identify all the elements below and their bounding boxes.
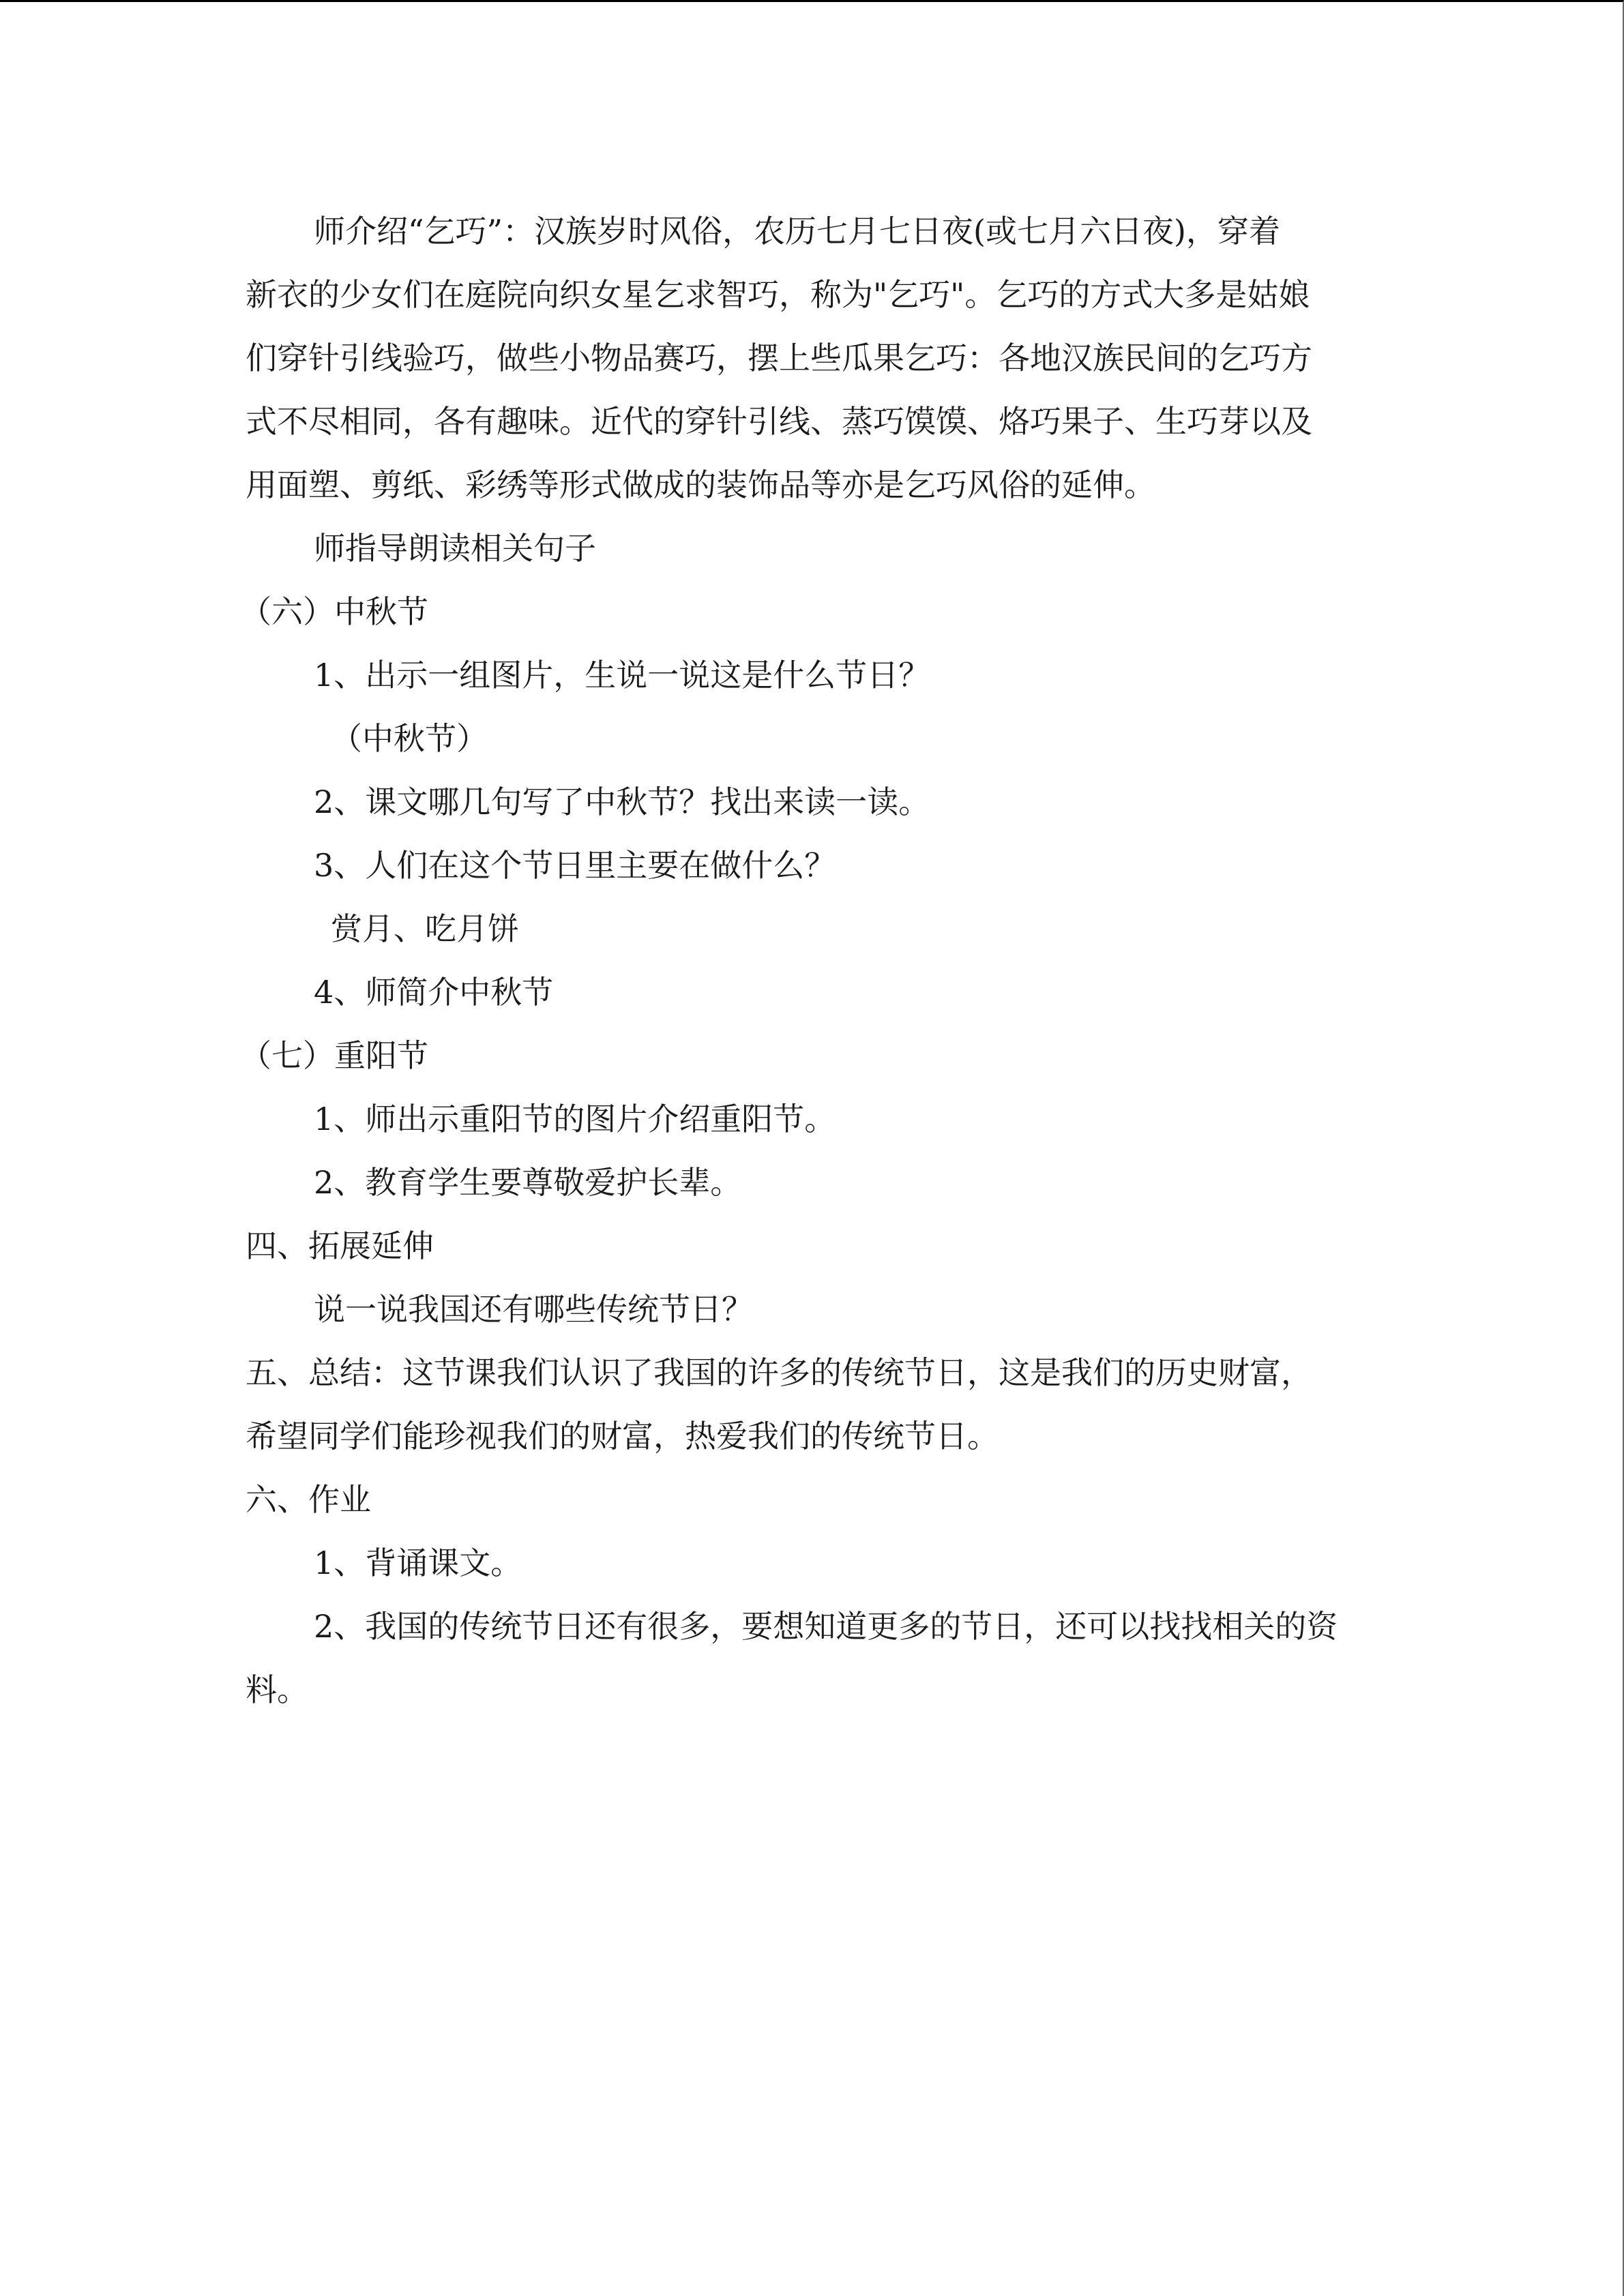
- section-heading-extension: 四、拓展延伸: [246, 1227, 434, 1264]
- section-heading-homework: 六、作业: [246, 1481, 371, 1518]
- paragraph-qiqiao-line-5: 用面塑、剪纸、彩绣等形式做成的装饰品等亦是乞巧风俗的延伸。: [246, 466, 1155, 503]
- answer-text: 赏月、吃月饼: [331, 910, 519, 947]
- paragraph-qiqiao-line-2: 新衣的少女们在庭院向织女星乞求智巧，称为"乞巧"。乞巧的方式大多是姑娘: [246, 276, 1310, 313]
- list-item: 1、背诵课文。: [314, 1545, 522, 1581]
- summary-line-2: 希望同学们能珍视我们的财富，热爱我们的传统节日。: [246, 1418, 999, 1455]
- summary-line-1: 五、总结：这节课我们认识了我国的许多的传统节日，这是我们的历史财富，: [246, 1354, 1312, 1391]
- list-item: 2、课文哪几句写了中秋节？找出来读一读。: [314, 784, 930, 820]
- section-heading-double-ninth: （七）重阳节: [240, 1037, 428, 1074]
- reading-guide-line: 师指导朗读相关句子: [314, 530, 596, 567]
- list-item: 4、师简介中秋节: [314, 974, 554, 1011]
- extension-question: 说一说我国还有哪些传统节日？: [314, 1291, 753, 1328]
- list-item: 1、出示一组图片，生说一说这是什么节日？: [314, 657, 930, 694]
- answer-text: （中秋节）: [331, 720, 488, 757]
- list-item: 3、人们在这个节日里主要在做什么？: [314, 847, 836, 884]
- list-item: 1、师出示重阳节的图片介绍重阳节。: [314, 1101, 836, 1137]
- list-item-continuation: 料。: [246, 1671, 308, 1708]
- section-heading-mid-autumn: （六）中秋节: [240, 593, 428, 630]
- paragraph-qiqiao-line-3: 们穿针引线验巧，做些小物品赛巧，摆上些瓜果乞巧：各地汉族民间的乞巧方: [246, 340, 1312, 376]
- list-item: 2、我国的传统节日还有很多，要想知道更多的节日，还可以找找相关的资: [314, 1608, 1338, 1645]
- paragraph-qiqiao-line-4: 式不尽相同，各有趣味。近代的穿针引线、蒸巧馍馍、烙巧果子、生巧芽以及: [246, 403, 1312, 440]
- list-item: 2、教育学生要尊敬爱护长辈。: [314, 1164, 742, 1201]
- document-body: [240, 200, 1378, 1722]
- paragraph-qiqiao-line-1: 师介绍“乞巧”：汉族岁时风俗，农历七月七日夜(或七月六日夜)，穿着: [314, 213, 1280, 250]
